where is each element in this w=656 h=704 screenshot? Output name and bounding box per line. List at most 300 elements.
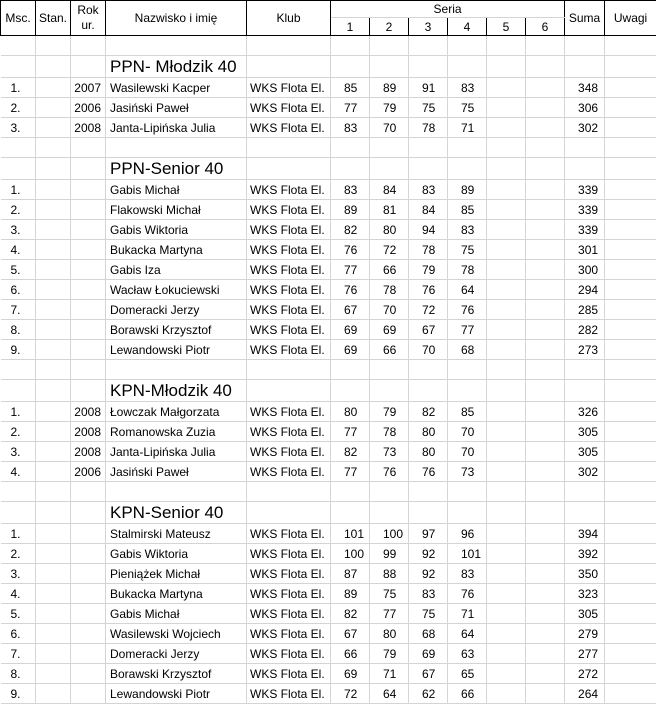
empty-cell xyxy=(605,502,656,524)
empty-cell xyxy=(71,380,106,402)
section-title-row xyxy=(1,56,656,78)
stan-cell xyxy=(36,280,71,300)
club-cell: WKS Flota El. xyxy=(247,604,331,624)
empty-cell xyxy=(487,138,526,158)
empty-cell xyxy=(1,158,36,180)
club-cell: WKS Flota El. xyxy=(247,402,331,422)
series-2-cell: 80 xyxy=(370,220,409,240)
series-5-cell xyxy=(487,200,526,220)
empty-cell xyxy=(526,360,565,380)
series-4-cell: 83 xyxy=(448,564,487,584)
place-cell: 5. xyxy=(1,604,36,624)
name-cell: Romanowska Zuzia xyxy=(106,422,247,442)
header-seria-6: 6 xyxy=(526,18,565,36)
place-cell: 1. xyxy=(1,78,36,98)
empty-cell xyxy=(71,482,106,502)
series-5-cell xyxy=(487,462,526,482)
series-2-cell: 79 xyxy=(370,402,409,422)
empty-cell xyxy=(448,380,487,402)
name-cell: Łowczak Małgorzata xyxy=(106,402,247,422)
place-cell: 1. xyxy=(1,180,36,200)
birth-year-cell xyxy=(71,240,106,260)
header-seria-5: 5 xyxy=(487,18,526,36)
series-2-cell: 69 xyxy=(370,320,409,340)
series-4-cell: 77 xyxy=(448,320,487,340)
empty-cell xyxy=(331,138,370,158)
club-cell: WKS Flota El. xyxy=(247,624,331,644)
series-5-cell xyxy=(487,624,526,644)
series-5-cell xyxy=(487,402,526,422)
series-6-cell xyxy=(526,422,565,442)
series-4-cell: 73 xyxy=(448,462,487,482)
empty-cell xyxy=(71,360,106,380)
empty-cell xyxy=(247,502,331,524)
remarks-cell xyxy=(605,462,656,482)
section-title-row xyxy=(1,380,656,402)
series-2-cell: 70 xyxy=(370,118,409,138)
spacer-row xyxy=(1,138,656,158)
sum-cell: 277 xyxy=(565,644,605,664)
place-cell: 1. xyxy=(1,524,36,544)
empty-cell xyxy=(331,360,370,380)
empty-cell xyxy=(36,36,71,56)
birth-year-cell xyxy=(71,340,106,360)
empty-cell xyxy=(605,56,656,78)
series-5-cell xyxy=(487,280,526,300)
table-row xyxy=(1,320,656,340)
stan-cell xyxy=(36,402,71,422)
birth-year-cell: 2006 xyxy=(71,462,106,482)
empty-cell xyxy=(370,158,409,180)
empty-cell xyxy=(526,158,565,180)
remarks-cell xyxy=(605,280,656,300)
remarks-cell xyxy=(605,340,656,360)
table-row xyxy=(1,180,656,200)
series-3-cell: 80 xyxy=(409,422,448,442)
table-row xyxy=(1,644,656,664)
series-1-cell: 69 xyxy=(331,664,370,684)
club-cell: WKS Flota El. xyxy=(247,544,331,564)
series-6-cell xyxy=(526,200,565,220)
series-3-cell: 82 xyxy=(409,402,448,422)
table-row xyxy=(1,300,656,320)
series-1-cell: 69 xyxy=(331,340,370,360)
series-2-cell: 70 xyxy=(370,300,409,320)
series-6-cell xyxy=(526,604,565,624)
series-2-cell: 80 xyxy=(370,624,409,644)
header-seria-3: 3 xyxy=(409,18,448,36)
empty-cell xyxy=(487,56,526,78)
series-6-cell xyxy=(526,684,565,704)
series-2-cell: 66 xyxy=(370,260,409,280)
table-row xyxy=(1,340,656,360)
header-rok xyxy=(71,1,106,36)
stan-cell xyxy=(36,240,71,260)
series-6-cell xyxy=(526,240,565,260)
remarks-cell xyxy=(605,180,656,200)
stan-cell xyxy=(36,684,71,704)
header-name: Nazwisko i imię xyxy=(106,1,247,36)
empty-cell xyxy=(1,56,36,78)
name-cell: Lewandowski Piotr xyxy=(106,684,247,704)
series-5-cell xyxy=(487,320,526,340)
series-6-cell xyxy=(526,664,565,684)
empty-cell xyxy=(247,36,331,56)
empty-cell xyxy=(247,482,331,502)
table-row xyxy=(1,402,656,422)
empty-cell xyxy=(370,36,409,56)
club-cell: WKS Flota El. xyxy=(247,320,331,340)
name-cell: Wasilewski Kacper xyxy=(106,78,247,98)
table-row xyxy=(1,624,656,644)
empty-cell xyxy=(409,36,448,56)
empty-cell xyxy=(448,360,487,380)
club-cell: WKS Flota El. xyxy=(247,280,331,300)
series-4-cell: 85 xyxy=(448,402,487,422)
birth-year-cell xyxy=(71,524,106,544)
empty-cell xyxy=(36,158,71,180)
empty-cell xyxy=(605,380,656,402)
place-cell: 3. xyxy=(1,564,36,584)
club-cell: WKS Flota El. xyxy=(247,300,331,320)
empty-cell xyxy=(526,36,565,56)
remarks-cell xyxy=(605,624,656,644)
series-4-cell: 64 xyxy=(448,280,487,300)
series-2-cell: 84 xyxy=(370,180,409,200)
table-row xyxy=(1,200,656,220)
series-1-cell: 76 xyxy=(331,240,370,260)
empty-cell xyxy=(331,482,370,502)
empty-cell xyxy=(71,56,106,78)
series-4-cell: 65 xyxy=(448,664,487,684)
birth-year-cell xyxy=(71,604,106,624)
birth-year-cell xyxy=(71,584,106,604)
series-3-cell: 78 xyxy=(409,240,448,260)
name-cell: Wasilewski Wojciech xyxy=(106,624,247,644)
series-2-cell: 78 xyxy=(370,280,409,300)
remarks-cell xyxy=(605,664,656,684)
series-3-cell: 75 xyxy=(409,604,448,624)
table-row xyxy=(1,98,656,118)
stan-cell xyxy=(36,78,71,98)
table-row xyxy=(1,240,656,260)
series-5-cell xyxy=(487,422,526,442)
name-cell: Jasiński Paweł xyxy=(106,462,247,482)
empty-cell xyxy=(331,158,370,180)
empty-cell xyxy=(487,158,526,180)
stan-cell xyxy=(36,220,71,240)
birth-year-cell xyxy=(71,320,106,340)
name-cell: Gabis Michał xyxy=(106,180,247,200)
sum-cell: 285 xyxy=(565,300,605,320)
empty-cell xyxy=(409,138,448,158)
header-seria-1: 1 xyxy=(331,18,370,36)
place-cell: 9. xyxy=(1,340,36,360)
series-4-cell: 76 xyxy=(448,584,487,604)
empty-cell xyxy=(605,158,656,180)
empty-cell xyxy=(370,380,409,402)
empty-cell xyxy=(1,138,36,158)
series-2-cell: 100 xyxy=(370,524,409,544)
club-cell: WKS Flota El. xyxy=(247,260,331,280)
birth-year-cell xyxy=(71,684,106,704)
empty-cell xyxy=(36,56,71,78)
series-4-cell: 71 xyxy=(448,118,487,138)
club-cell: WKS Flota El. xyxy=(247,664,331,684)
series-3-cell: 91 xyxy=(409,78,448,98)
stan-cell xyxy=(36,462,71,482)
empty-cell xyxy=(565,56,605,78)
series-6-cell xyxy=(526,320,565,340)
series-2-cell: 72 xyxy=(370,240,409,260)
section-title-row xyxy=(1,158,656,180)
series-5-cell xyxy=(487,98,526,118)
series-1-cell: 69 xyxy=(331,320,370,340)
empty-cell xyxy=(526,482,565,502)
empty-cell xyxy=(526,380,565,402)
series-5-cell xyxy=(487,684,526,704)
sum-cell: 339 xyxy=(565,180,605,200)
table-row xyxy=(1,604,656,624)
empty-cell xyxy=(487,36,526,56)
series-4-cell: 75 xyxy=(448,240,487,260)
header-seria-2: 2 xyxy=(370,18,409,36)
series-5-cell xyxy=(487,524,526,544)
table-row xyxy=(1,544,656,564)
series-2-cell: 64 xyxy=(370,684,409,704)
empty-cell xyxy=(1,502,36,524)
series-1-cell: 76 xyxy=(331,280,370,300)
sum-cell: 339 xyxy=(565,220,605,240)
name-cell: Domeracki Jerzy xyxy=(106,644,247,664)
series-1-cell: 66 xyxy=(331,644,370,664)
birth-year-cell: 2008 xyxy=(71,422,106,442)
place-cell: 3. xyxy=(1,220,36,240)
empty-cell xyxy=(487,502,526,524)
place-cell: 3. xyxy=(1,442,36,462)
series-3-cell: 80 xyxy=(409,442,448,462)
series-6-cell xyxy=(526,624,565,644)
series-4-cell: 70 xyxy=(448,442,487,462)
series-6-cell xyxy=(526,78,565,98)
series-3-cell: 67 xyxy=(409,320,448,340)
empty-cell xyxy=(565,138,605,158)
remarks-cell xyxy=(605,300,656,320)
empty-cell xyxy=(605,360,656,380)
series-5-cell xyxy=(487,564,526,584)
empty-cell xyxy=(36,502,71,524)
birth-year-cell xyxy=(71,624,106,644)
birth-year-cell: 2008 xyxy=(71,402,106,422)
section-title: PPN-Senior 40 xyxy=(106,158,247,180)
stan-cell xyxy=(36,564,71,584)
place-cell: 6. xyxy=(1,280,36,300)
club-cell: WKS Flota El. xyxy=(247,644,331,664)
series-5-cell xyxy=(487,584,526,604)
empty-cell xyxy=(526,138,565,158)
series-4-cell: 64 xyxy=(448,624,487,644)
empty-cell xyxy=(605,482,656,502)
table-row xyxy=(1,584,656,604)
remarks-cell xyxy=(605,240,656,260)
series-6-cell xyxy=(526,462,565,482)
series-1-cell: 83 xyxy=(331,180,370,200)
series-5-cell xyxy=(487,544,526,564)
series-2-cell: 76 xyxy=(370,462,409,482)
birth-year-cell xyxy=(71,220,106,240)
club-cell: WKS Flota El. xyxy=(247,118,331,138)
club-cell: WKS Flota El. xyxy=(247,422,331,442)
empty-cell xyxy=(106,138,247,158)
sum-cell: 279 xyxy=(565,624,605,644)
table-row xyxy=(1,422,656,442)
empty-cell xyxy=(409,482,448,502)
series-1-cell: 80 xyxy=(331,402,370,422)
series-3-cell: 78 xyxy=(409,118,448,138)
empty-cell xyxy=(1,482,36,502)
stan-cell xyxy=(36,604,71,624)
stan-cell xyxy=(36,644,71,664)
series-3-cell: 83 xyxy=(409,180,448,200)
empty-cell xyxy=(448,502,487,524)
empty-cell xyxy=(106,36,247,56)
stan-cell xyxy=(36,544,71,564)
place-cell: 4. xyxy=(1,584,36,604)
series-5-cell xyxy=(487,180,526,200)
empty-cell xyxy=(487,482,526,502)
series-4-cell: 63 xyxy=(448,644,487,664)
empty-cell xyxy=(370,56,409,78)
club-cell: WKS Flota El. xyxy=(247,78,331,98)
empty-cell xyxy=(565,380,605,402)
empty-cell xyxy=(448,138,487,158)
empty-cell xyxy=(605,138,656,158)
empty-cell xyxy=(36,380,71,402)
birth-year-cell xyxy=(71,280,106,300)
sum-cell: 302 xyxy=(565,462,605,482)
series-5-cell xyxy=(487,664,526,684)
series-4-cell: 78 xyxy=(448,260,487,280)
empty-cell xyxy=(409,56,448,78)
series-1-cell: 83 xyxy=(331,118,370,138)
empty-cell xyxy=(36,482,71,502)
name-cell: Wacław Łokuciewski xyxy=(106,280,247,300)
empty-cell xyxy=(448,36,487,56)
club-cell: WKS Flota El. xyxy=(247,240,331,260)
name-cell: Stalmirski Mateusz xyxy=(106,524,247,544)
series-1-cell: 82 xyxy=(331,442,370,462)
club-cell: WKS Flota El. xyxy=(247,442,331,462)
sum-cell: 282 xyxy=(565,320,605,340)
name-cell: Lewandowski Piotr xyxy=(106,340,247,360)
place-cell: 7. xyxy=(1,300,36,320)
sum-cell: 350 xyxy=(565,564,605,584)
name-cell: Borawski Krzysztof xyxy=(106,320,247,340)
empty-cell xyxy=(526,56,565,78)
birth-year-cell xyxy=(71,564,106,584)
series-6-cell xyxy=(526,260,565,280)
table-row xyxy=(1,260,656,280)
series-1-cell: 82 xyxy=(331,604,370,624)
series-5-cell xyxy=(487,644,526,664)
empty-cell xyxy=(1,36,36,56)
empty-cell xyxy=(36,138,71,158)
empty-cell xyxy=(526,502,565,524)
header-seria: Seria xyxy=(331,1,565,18)
club-cell: WKS Flota El. xyxy=(247,564,331,584)
empty-cell xyxy=(247,360,331,380)
series-1-cell: 77 xyxy=(331,260,370,280)
empty-cell xyxy=(370,502,409,524)
empty-cell xyxy=(71,502,106,524)
sum-cell: 273 xyxy=(565,340,605,360)
place-cell: 2. xyxy=(1,422,36,442)
spacer-row xyxy=(1,360,656,380)
club-cell: WKS Flota El. xyxy=(247,684,331,704)
series-4-cell: 85 xyxy=(448,200,487,220)
series-1-cell: 100 xyxy=(331,544,370,564)
series-4-cell: 96 xyxy=(448,524,487,544)
empty-cell xyxy=(605,36,656,56)
header-rok-line1: Rok xyxy=(71,3,105,18)
series-5-cell xyxy=(487,260,526,280)
series-6-cell xyxy=(526,220,565,240)
remarks-cell xyxy=(605,320,656,340)
series-3-cell: 83 xyxy=(409,584,448,604)
series-5-cell xyxy=(487,118,526,138)
name-cell: Domeracki Jerzy xyxy=(106,300,247,320)
stan-cell xyxy=(36,340,71,360)
header-seria-4: 4 xyxy=(448,18,487,36)
series-5-cell xyxy=(487,220,526,240)
series-3-cell: 92 xyxy=(409,544,448,564)
name-cell: Pieniążek Michał xyxy=(106,564,247,584)
birth-year-cell xyxy=(71,200,106,220)
series-4-cell: 83 xyxy=(448,78,487,98)
series-1-cell: 77 xyxy=(331,422,370,442)
series-3-cell: 79 xyxy=(409,260,448,280)
series-6-cell xyxy=(526,118,565,138)
place-cell: 2. xyxy=(1,98,36,118)
place-cell: 3. xyxy=(1,118,36,138)
birth-year-cell xyxy=(71,300,106,320)
series-3-cell: 84 xyxy=(409,200,448,220)
series-4-cell: 75 xyxy=(448,98,487,118)
remarks-cell xyxy=(605,584,656,604)
series-2-cell: 79 xyxy=(370,98,409,118)
section-title: KPN-Senior 40 xyxy=(106,502,247,524)
sum-cell: 305 xyxy=(565,604,605,624)
series-4-cell: 76 xyxy=(448,300,487,320)
series-4-cell: 70 xyxy=(448,422,487,442)
table-row xyxy=(1,664,656,684)
series-2-cell: 73 xyxy=(370,442,409,462)
series-4-cell: 83 xyxy=(448,220,487,240)
empty-cell xyxy=(409,360,448,380)
sum-cell: 394 xyxy=(565,524,605,544)
stan-cell xyxy=(36,442,71,462)
header-uwagi: Uwagi xyxy=(605,1,656,36)
series-6-cell xyxy=(526,98,565,118)
remarks-cell xyxy=(605,98,656,118)
club-cell: WKS Flota El. xyxy=(247,220,331,240)
series-1-cell: 89 xyxy=(331,584,370,604)
series-6-cell xyxy=(526,524,565,544)
table-row xyxy=(1,564,656,584)
place-cell: 7. xyxy=(1,644,36,664)
series-4-cell: 68 xyxy=(448,340,487,360)
empty-cell xyxy=(448,482,487,502)
